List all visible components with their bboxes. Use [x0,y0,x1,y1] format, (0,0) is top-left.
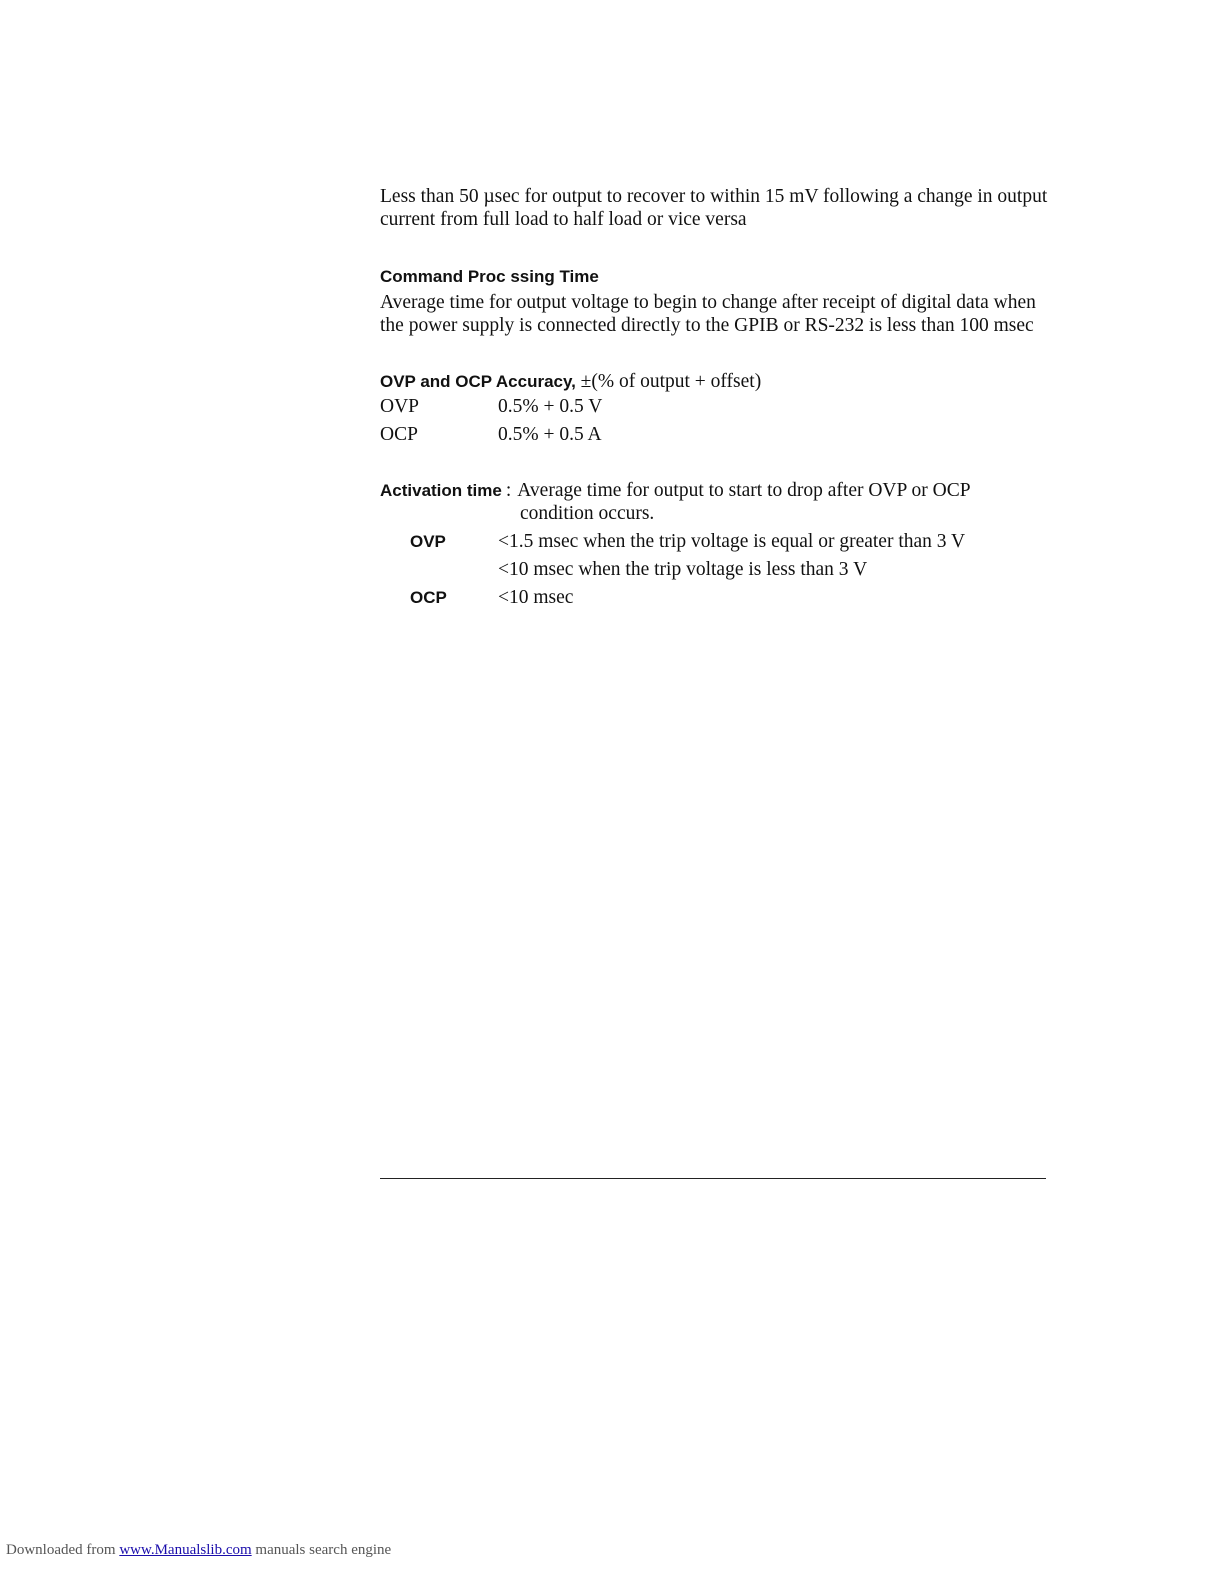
footer-suffix: manuals search engine [255,1542,392,1558]
activation-row-value: <10 msec [498,587,574,608]
footer-prefix: Downloaded from [6,1542,116,1558]
manualslib-link[interactable]: www.Manualslib.com [119,1542,252,1558]
activation-heading-row [380,479,1048,502]
accuracy-row-label: OCP [380,424,418,445]
activation-row-ocp [380,584,1048,612]
activation-row-label: OVP [410,532,446,551]
activation-row-value: <10 msec when the trip voltage is less than 3 V [498,559,868,580]
accuracy-row-value: 0.5% + 0.5 A [498,424,602,445]
transient-response-text: Less than 50 µsec for output to recover to within 15 mV following a change in output current from full load to half load or vice versa [380,186,1048,230]
activation-row-value: <1.5 msec when the trip voltage is equal or greater than 3 V [498,531,966,552]
activation-row-label [380,556,498,584]
activation-separator: : [505,480,512,501]
activation-desc-line1: Average time for output to start to drop after OVP or OCP [517,480,971,501]
accuracy-heading-title: OVP and OCP Accuracy, [380,372,576,391]
activation-desc-line2: condition occurs. [520,503,655,524]
activation-heading: Activation time [380,481,502,500]
command-processing-text: Average time for output voltage to begin to change after receipt of digital data when the power supply is connected directly to the GPIB or RS-232 is less than 100 msec [380,292,1036,336]
accuracy-heading [380,371,1048,393]
accuracy-row-value: 0.5% + 0.5 V [498,396,603,417]
accuracy-row-ovp [380,393,1048,421]
download-footer [6,1542,391,1559]
accuracy-row-label: OVP [380,396,420,417]
activation-row-ovp-low [380,556,1048,584]
accuracy-row-ocp [380,421,1048,449]
command-processing-heading: Command Proc ssing Time [380,267,599,286]
activation-row-ovp [380,528,1048,556]
accuracy-heading-suffix: ±(% of output + offset) [580,371,762,392]
spec-content [380,185,1048,612]
activation-row-label: OCP [410,588,447,607]
horizontal-rule [380,1178,1046,1179]
